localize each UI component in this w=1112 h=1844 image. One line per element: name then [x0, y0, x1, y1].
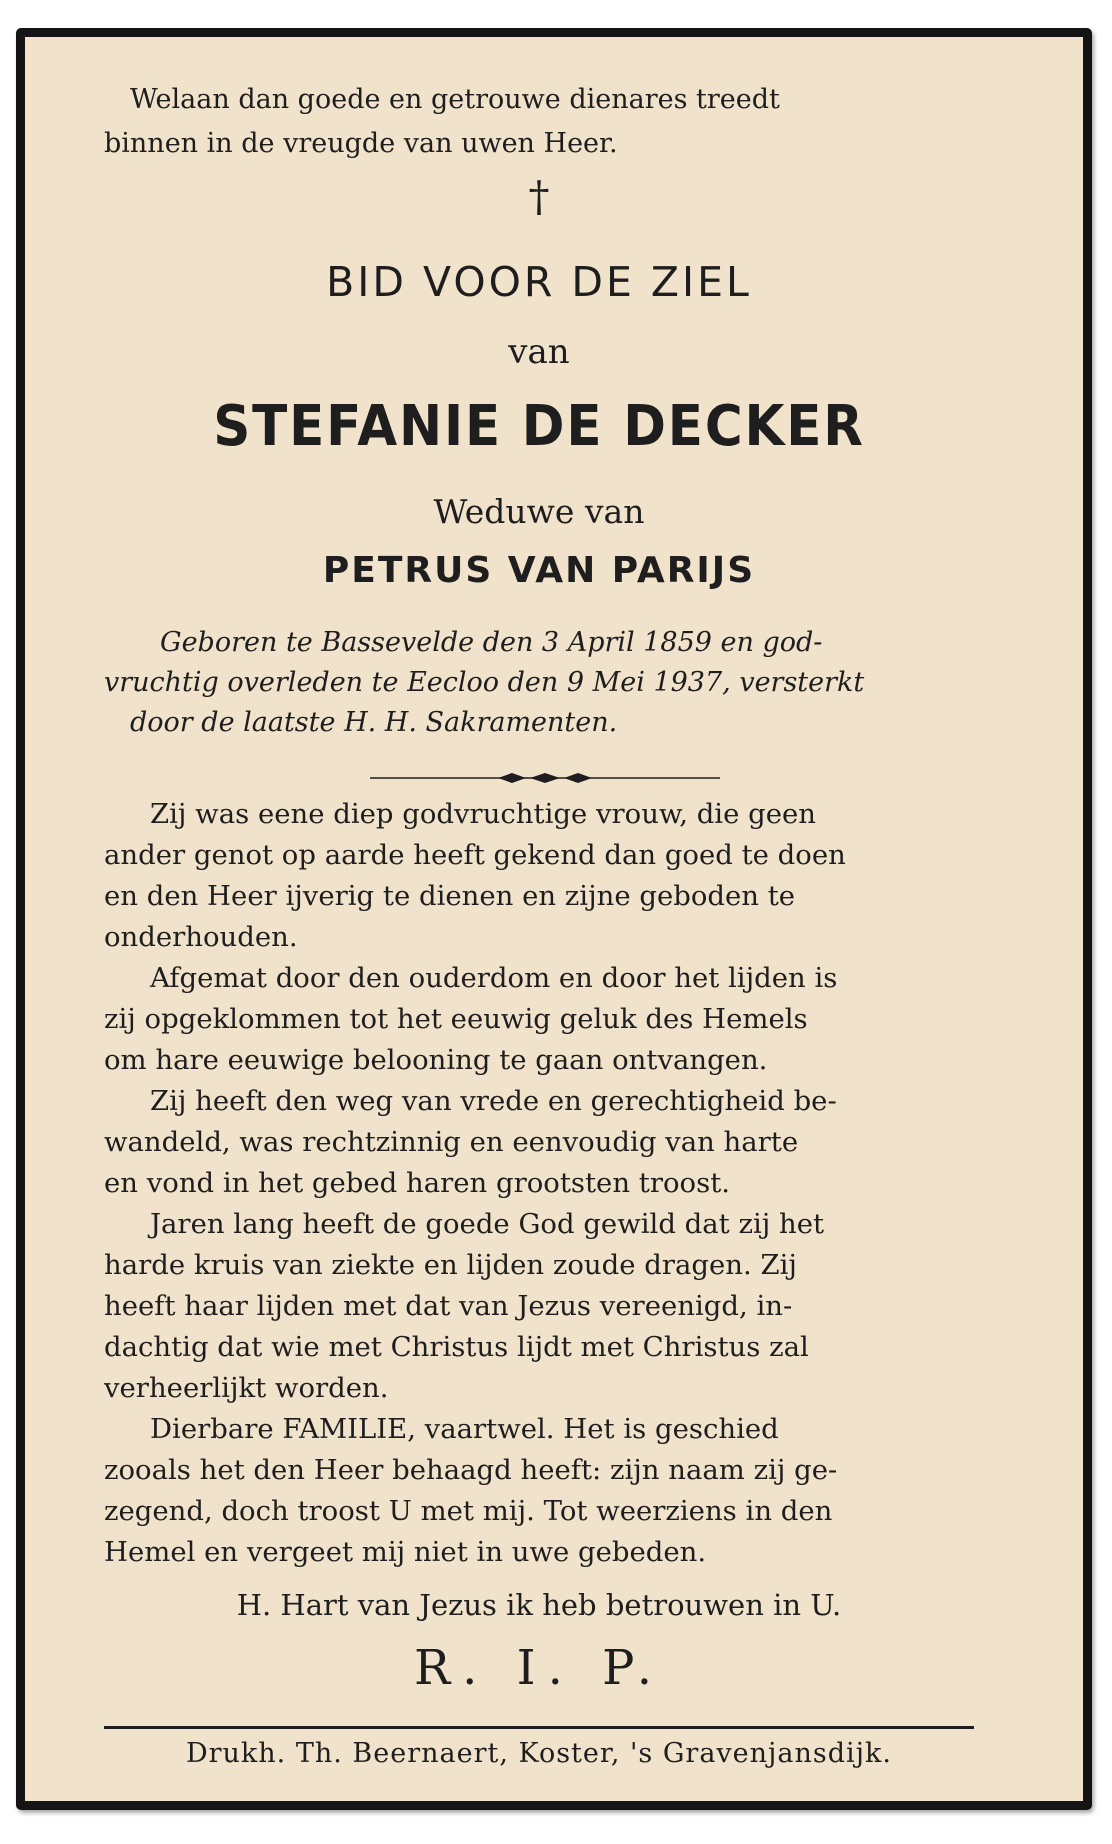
body-line: onderhouden.: [104, 921, 298, 953]
body-line: harde kruis van ziekte en lijden zoude dragen. Zij: [104, 1249, 797, 1281]
body-line: zegend, doch troost U met mij. Tot weerziens in den: [104, 1495, 833, 1527]
body-line: Zij heeft den weg van vrede en gerechtigheid be-: [150, 1085, 837, 1117]
body-line: Afgemat door den ouderdom en door het lijden is: [150, 962, 838, 994]
heading-bid-voor-de-ziel: BID VOOR DE ZIEL: [326, 258, 752, 306]
body-line: om hare eeuwige belooning te gaan ontvangen.: [104, 1044, 768, 1076]
body-line: heeft haar lijden met dat van Jezus vereenigd, in-: [104, 1290, 793, 1322]
van-label: van: [508, 332, 570, 372]
body-line: en den Heer ijverig te dienen en zijne geboden te: [104, 880, 796, 912]
cross-icon: †: [528, 172, 550, 221]
dates-line-3: door de laatste H. H. Sakramenten.: [130, 707, 618, 738]
body-line: verheerlijkt worden.: [104, 1372, 389, 1404]
body-line: Dierbare FAMILIE, vaartwel. Het is geschied: [150, 1413, 779, 1445]
body-line: zooals het den Heer behaagd heeft: zijn naam zij ge-: [104, 1454, 838, 1486]
ornament-divider: [370, 770, 720, 786]
body-line: Hemel en vergeet mij niet in uwe gebeden.: [104, 1536, 707, 1568]
verse-line-1: Welaan dan goede en getrouwe dienares treedt: [130, 84, 780, 115]
prayer-line: H. Hart van Jezus ik heb betrouwen in U.: [236, 1588, 842, 1622]
body-line: dachtig dat wie met Christus lijdt met Christus zal: [104, 1331, 809, 1363]
body-line: Jaren lang heeft de goede God gewild dat zij het: [150, 1208, 825, 1240]
dates-line-1: Geboren te Bassevelde den 3 April 1859 en god-: [160, 627, 823, 658]
card-content: [104, 0, 974, 1844]
footer-rule: [104, 1726, 974, 1729]
widow-of-label: Weduwe van: [433, 492, 645, 531]
husband-name: PETRUS VAN PARIJS: [322, 550, 756, 591]
verse-line-2: binnen in de vreugde van uwen Heer.: [104, 128, 618, 159]
printer-credit: Drukh. Th. Beernaert, Koster, 's Gravenjansdijk.: [185, 1738, 892, 1769]
rip-label: R. I. P.: [414, 1640, 664, 1696]
body-line: zij opgeklommen tot het eeuwig geluk des Hemels: [104, 1003, 808, 1035]
body-line: wandeld, was rechtzinnig en eenvoudig van harte: [104, 1126, 799, 1158]
dates-line-2: vruchtig overleden te Eecloo den 9 Mei 1937, versterkt: [104, 667, 865, 698]
body-line: en vond in het gebed haren grootsten troost.: [104, 1167, 731, 1199]
deceased-name: STEFANIE DE DECKER: [213, 394, 865, 459]
body-line: Zij was eene diep godvruchtige vrouw, die geen: [150, 798, 816, 830]
body-line: ander genot op aarde heeft gekend dan goed te doen: [104, 839, 846, 871]
